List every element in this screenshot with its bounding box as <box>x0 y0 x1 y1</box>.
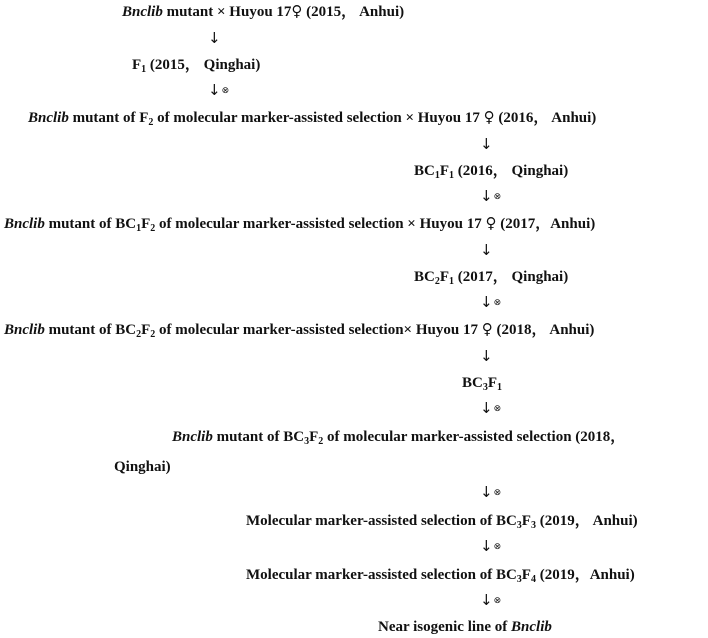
generation-f: F <box>521 513 531 529</box>
generation-subscript: 2 <box>318 436 324 447</box>
generation-subscript: 1 <box>449 276 455 287</box>
step-6-bc2f1 <box>414 268 568 286</box>
generation-subscript: 3 <box>516 574 522 585</box>
down-arrow-icon: ↓ <box>480 293 493 311</box>
cross-arrow <box>480 348 493 364</box>
down-arrow-icon: ↓ <box>480 135 493 153</box>
generation-subscript: 4 <box>530 574 536 585</box>
down-arrow-icon: ↓ <box>480 591 493 609</box>
step-5-text: mutant of BC <box>44 216 137 232</box>
down-arrow-icon: ↓ <box>480 483 493 501</box>
gene-name: Bnclib <box>4 216 45 232</box>
step-5-location: (2017，Anhui) <box>496 216 596 232</box>
generation-f: F <box>141 322 151 338</box>
step-7-text-rest: of molecular marker-assisted selection× Huyou 17 <box>155 322 478 338</box>
generation-f: F <box>487 375 498 391</box>
step-9-selection <box>172 428 625 446</box>
generation-subscript: 2 <box>136 329 142 340</box>
gene-name: Bnclib <box>4 322 45 338</box>
down-arrow-icon: ↓ <box>480 399 493 417</box>
step-1-text: mutant × Huyou 17 <box>162 4 292 20</box>
gene-name: Bnclib <box>28 110 69 126</box>
selfing-arrow <box>480 294 501 311</box>
step-11-text: Molecular marker-assisted selection of BC <box>246 567 517 583</box>
generation-subscript: 3 <box>530 520 536 531</box>
step-9-wrap <box>114 458 171 476</box>
generation-subscript: 1 <box>449 170 455 181</box>
step-10-location: (2019， Anhui) <box>535 513 638 529</box>
step-9-text: mutant of BC <box>212 429 305 445</box>
female-symbol: ♀ <box>483 108 495 126</box>
down-arrow-icon: ↓ <box>480 537 493 555</box>
self-pollination-icon: ⊗ <box>493 192 502 202</box>
selfing-arrow <box>480 592 501 609</box>
down-arrow-icon: ↓ <box>480 241 493 259</box>
step-6-location: (2017， Qinghai) <box>454 269 569 285</box>
step-5-cross <box>4 214 595 233</box>
down-arrow-icon: ↓ <box>480 187 493 205</box>
gene-name: Bnclib <box>122 4 163 20</box>
generation-bc: BC <box>414 269 435 285</box>
female-symbol: ♀ <box>481 320 493 338</box>
step-2-f1 <box>132 56 260 74</box>
generation-subscript: 2 <box>148 117 154 128</box>
step-4-location: (2016， Qinghai) <box>454 163 569 179</box>
self-pollination-icon: ⊗ <box>221 86 230 96</box>
cross-arrow <box>480 242 493 258</box>
down-arrow-icon: ↓ <box>208 81 221 99</box>
step-10-text: Molecular marker-assisted selection of BC <box>246 513 517 529</box>
selfing-arrow <box>480 538 501 555</box>
step-8-bc3f1 <box>462 374 502 392</box>
generation-f: F <box>132 57 142 73</box>
generation-f: F <box>309 429 319 445</box>
step-12-text: Near isogenic line of <box>378 619 512 635</box>
gene-name: Bnclib <box>511 619 552 635</box>
generation-f: F <box>439 163 450 179</box>
generation-subscript: 1 <box>141 64 147 75</box>
cross-arrow <box>208 30 221 46</box>
female-symbol: ♀ <box>485 214 497 232</box>
selfing-arrow <box>480 188 501 205</box>
step-9-location: Qinghai) <box>114 459 171 475</box>
gene-name: Bnclib <box>172 429 213 445</box>
generation-bc: BC <box>414 163 435 179</box>
generation-bc: BC <box>462 375 483 391</box>
selfing-arrow <box>208 82 229 99</box>
step-7-location: (2018， Anhui) <box>492 322 595 338</box>
generation-subscript: 2 <box>150 329 156 340</box>
step-11-selection <box>246 566 635 584</box>
female-symbol: ♀ <box>291 2 303 20</box>
step-9-text-rest: of molecular marker-assisted selection (2018， <box>323 429 626 445</box>
step-3-location: (2016， Anhui) <box>494 110 597 126</box>
step-3-text: mutant of F <box>68 110 149 126</box>
step-10-selection <box>246 512 638 530</box>
self-pollination-icon: ⊗ <box>493 488 502 498</box>
down-arrow-icon: ↓ <box>208 29 221 47</box>
step-4-bc1f1 <box>414 162 568 180</box>
self-pollination-icon: ⊗ <box>493 404 502 414</box>
self-pollination-icon: ⊗ <box>493 298 502 308</box>
step-11-location: (2019，Anhui) <box>535 567 635 583</box>
generation-f: F <box>141 216 151 232</box>
cross-arrow <box>480 136 493 152</box>
step-3-cross <box>28 108 596 127</box>
generation-f: F <box>521 567 531 583</box>
step-2-location: (2015， Qinghai) <box>149 57 261 73</box>
generation-subscript: 2 <box>150 223 156 234</box>
generation-subscript: 3 <box>304 436 310 447</box>
generation-subscript: 1 <box>434 170 440 181</box>
selfing-arrow <box>480 484 501 501</box>
generation-subscript: 3 <box>516 520 522 531</box>
generation-subscript: 1 <box>497 382 503 393</box>
selfing-arrow <box>480 400 501 417</box>
down-arrow-icon: ↓ <box>480 347 493 365</box>
generation-subscript: 2 <box>434 276 440 287</box>
step-5-text-rest: of molecular marker-assisted selection × Huyou 17 <box>155 216 482 232</box>
step-1-location: (2015， Anhui) <box>302 4 405 20</box>
step-7-cross <box>4 320 594 339</box>
step-1-cross <box>122 2 404 21</box>
step-3-text-rest: of molecular marker-assisted selection × Huyou 17 <box>153 110 480 126</box>
generation-subscript: 1 <box>136 223 142 234</box>
generation-subscript: 3 <box>482 382 488 393</box>
self-pollination-icon: ⊗ <box>493 542 502 552</box>
step-7-text: mutant of BC <box>44 322 137 338</box>
step-12-final <box>378 618 552 636</box>
generation-f: F <box>439 269 450 285</box>
self-pollination-icon: ⊗ <box>493 596 502 606</box>
